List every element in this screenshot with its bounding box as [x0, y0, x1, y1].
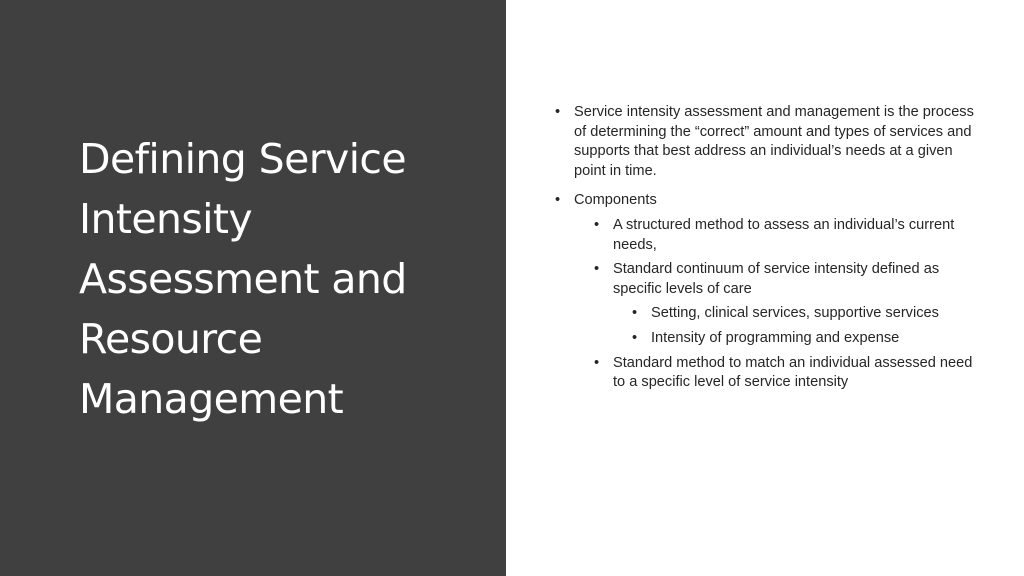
title-line-1: Defining Service	[79, 135, 406, 183]
bullet-components: • Components	[555, 191, 985, 211]
title-line-4: Resource	[79, 315, 263, 363]
sub-bullet-assess-needs: • A structured method to assess an individual’s current needs,	[555, 216, 985, 255]
sub-sub-bullet-setting: • Setting, clinical services, supportive services	[555, 304, 985, 324]
title-line-2: Intensity	[79, 195, 253, 243]
sub-bullet-match-method: • Standard method to match an individual assessed need to a specific level of service intensity	[555, 354, 985, 393]
slide-title	[79, 129, 479, 429]
sub-bullet-continuum: • Standard continuum of service intensity defined as specific levels of care	[555, 260, 985, 299]
title-panel	[0, 0, 506, 576]
content-panel	[555, 103, 985, 393]
title-line-3: Assessment and	[79, 255, 407, 303]
sub-sub-bullet-intensity: • Intensity of programming and expense	[555, 329, 985, 349]
title-line-5: Management	[79, 375, 344, 423]
bullet-definition: • Service intensity assessment and management is the process of determining the “correct” amount and types of services and supports that best address an individual’s needs at a given point in time.	[555, 103, 985, 181]
